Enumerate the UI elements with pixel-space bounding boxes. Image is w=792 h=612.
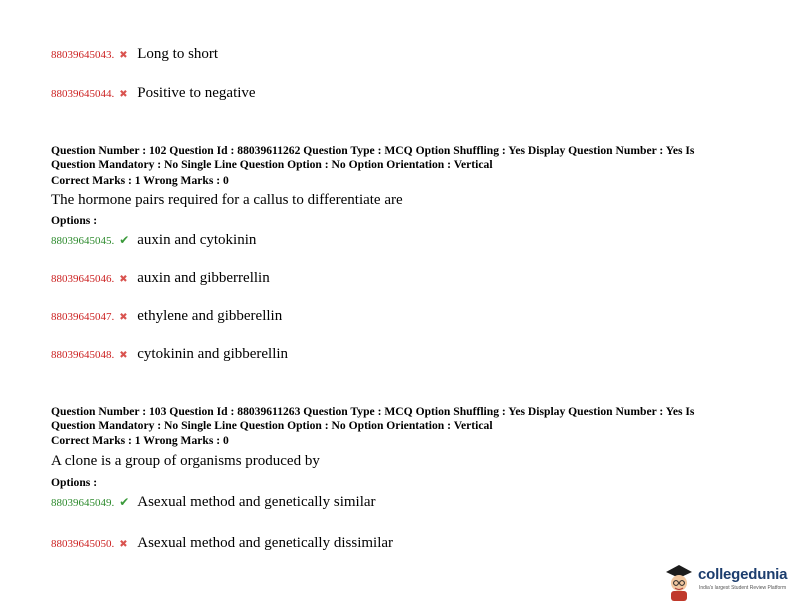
question-marks: Correct Marks : 1 Wrong Marks : 0 <box>51 434 229 447</box>
option-row <box>51 494 376 511</box>
check-icon: ✔ <box>119 233 130 247</box>
question-header-line: Question Mandatory : No Single Line Question Option : No Option Orientation : Vertical <box>51 418 493 432</box>
options-label: Options : <box>51 476 98 489</box>
cross-icon: ✖ <box>119 539 128 550</box>
option-text: Long to short <box>137 46 219 62</box>
logo-wordmark: collegedunia <box>698 566 788 583</box>
question-header <box>51 144 741 171</box>
logo-tagline: India's largest Student Review Platform <box>699 585 787 591</box>
mascot-icon <box>662 562 696 602</box>
option-id: 88039645050. <box>51 538 115 550</box>
question-header-line: Question Mandatory : No Single Line Question Option : No Option Orientation : Vertical <box>51 157 493 171</box>
option-id: 88039645044. <box>51 88 115 100</box>
option-text: cytokinin and gibberellin <box>137 346 289 362</box>
option-id: 88039645048. <box>51 349 115 361</box>
cross-icon: ✖ <box>119 350 128 361</box>
options-label: Options : <box>51 214 98 227</box>
option-id: 88039645049. <box>51 497 115 509</box>
cross-icon: ✖ <box>119 312 128 323</box>
option-id: 88039645043. <box>51 49 115 61</box>
option-row <box>51 46 218 63</box>
question-marks: Correct Marks : 1 Wrong Marks : 0 <box>51 174 229 187</box>
option-id: 88039645046. <box>51 273 115 285</box>
option-row <box>51 535 393 552</box>
option-id: 88039645045. <box>51 235 115 247</box>
option-row <box>51 85 256 102</box>
option-text: auxin and cytokinin <box>137 232 257 248</box>
cross-icon: ✖ <box>119 89 128 100</box>
question-text: The hormone pairs required for a callus to differentiate are <box>51 192 403 208</box>
question-header-line: Question Number : 103 Question Id : 88039611263 Question Type : MCQ Option Shuffling : Yes Display Question Number : Yes Is <box>51 405 695 418</box>
option-row <box>51 232 256 249</box>
option-row <box>51 346 288 363</box>
option-text: Asexual method and genetically similar <box>137 494 376 510</box>
option-text: auxin and gibberrellin <box>137 270 270 286</box>
question-header-line: Question Number : 102 Question Id : 88039611262 Question Type : MCQ Option Shuffling : Yes Display Question Number : Yes Is <box>51 144 695 157</box>
cross-icon: ✖ <box>119 274 128 285</box>
check-icon: ✔ <box>119 495 130 509</box>
option-row <box>51 270 270 287</box>
option-text: ethylene and gibberellin <box>137 308 283 324</box>
option-id: 88039645047. <box>51 311 115 323</box>
question-header <box>51 405 741 432</box>
option-text: Asexual method and genetically dissimilar <box>137 535 394 551</box>
collegedunia-logo <box>662 562 787 604</box>
option-text: Positive to negative <box>137 85 256 101</box>
option-row <box>51 308 282 325</box>
question-text: A clone is a group of organisms produced by <box>51 453 320 469</box>
cross-icon: ✖ <box>119 50 128 61</box>
